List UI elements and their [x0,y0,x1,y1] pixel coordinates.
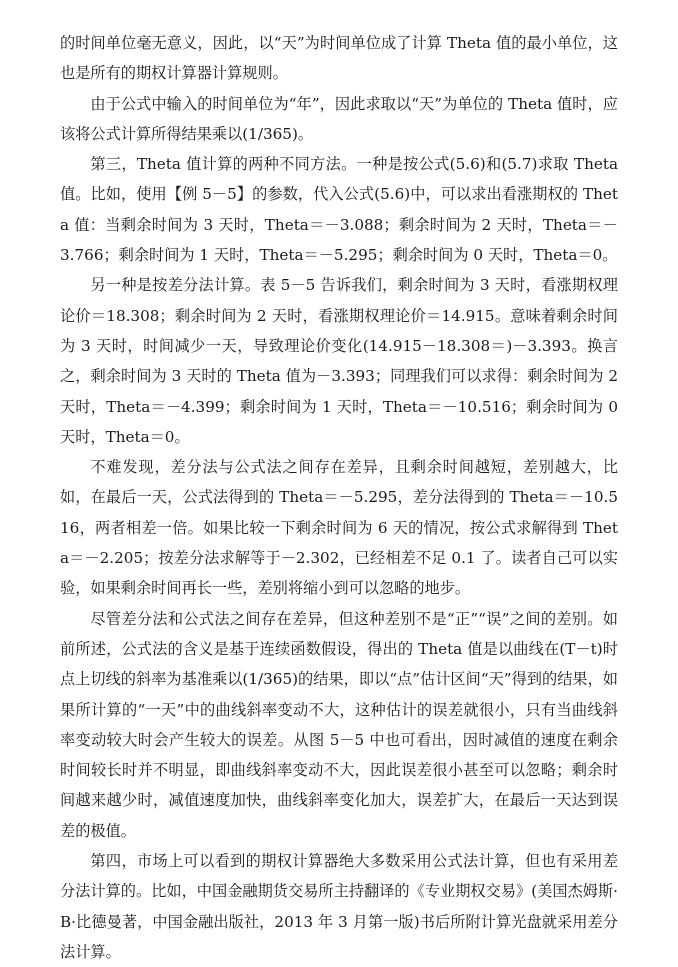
document-page [60,28,618,967]
paragraph-explanation: 尽管差分法和公式法之间存在差异，但这种差别不是“正”“误”之间的差别。如前所述，公式法的含义是基于连续函数假设，得出的 Theta 值是以曲线在(T－t)时点上切线的斜率为基准乘以(1/365)的结果，即以“点”估计区间“天”得到的结果，如果所计算的“一天”中的曲线斜率变动不大，这种估计的误差就很小，只有当曲线斜率变动较大时会产生较大的误差。从图 5－5 中也可看出，因时减值的速度在剩余时间较长时并不明显，即曲线斜率变动不大，因此误差很小甚至可以忽略；剩余时间越来越少时，减值速度加快，曲线斜率变化加大，误差扩大，在最后一天达到误差的极值。 [60,609,618,840]
paragraph-time-unit: 由于公式中输入的时间单位为“年”，因此求取以“天”为单位的 Theta 值时，应该将公式计算所得结果乘以(1/365)。 [60,94,618,143]
paragraph-third-point: 第三，Theta 值计算的两种不同方法。一种是按公式(5.6)和(5.7)求取 Theta 值。比如，使用【例 5－5】的参数，代入公式(5.6)中，可以求出看涨期权的 Theta 值：当剩余时间为 3 天时，Theta＝－3.088；剩余时间为 2 天时，Theta＝－3.766；剩余时间为 1 天时，Theta＝－5.295；剩余时间为 0 天时，Theta＝0。 [60,155,618,265]
paragraph-continued: 的时间单位毫无意义，因此，以“天”为时间单位成了计算 Theta 值的最小单位，这也是所有的期权计算器计算规则。 [60,34,618,83]
paragraph-fourth-point: 第四，市场上可以看到的期权计算器绝大多数采用公式法计算，但也有采用差分法计算的。比如，中国金融期货交易所主持翻译的《专业期权交易》(美国杰姆斯·B·比德曼著，中国金融出版社，2013 年 3 月第一版)书后所附计算光盘就采用差分法计算。 [60,852,618,961]
paragraph-comparison: 不难发现，差分法与公式法之间存在差异，且剩余时间越短，差别越大，比如，在最后一天，公式法得到的 Theta＝－5.295，差分法得到的 Theta＝－10.516，两者相差一倍。如果比较一下剩余时间为 6 天的情况，按公式求解得到 Theta＝－2.205；按差分法求解等于－2.302，已经相差不足 0.1 了。读者自己可以实验，如果剩余时间再长一些，差别将缩小到可以忽略的地步。 [60,458,618,598]
paragraph-difference-method: 另一种是按差分法计算。表 5－5 告诉我们，剩余时间为 3 天时，看涨期权理论价＝18.308；剩余时间为 2 天时，看涨期权理论价＝14.915。意味着剩余时间为 3 天时，时间减少一天，导致理论价变化(14.915－18.308＝)－3.393。换言之，剩余时间为 3 天时的 Theta 值为－3.393；同理我们可以求得：剩余时间为 2 天时，Theta＝－4.399；剩余时间为 1 天时，Theta＝－10.516；剩余时间为 0 天时，Theta＝0。 [60,276,618,446]
